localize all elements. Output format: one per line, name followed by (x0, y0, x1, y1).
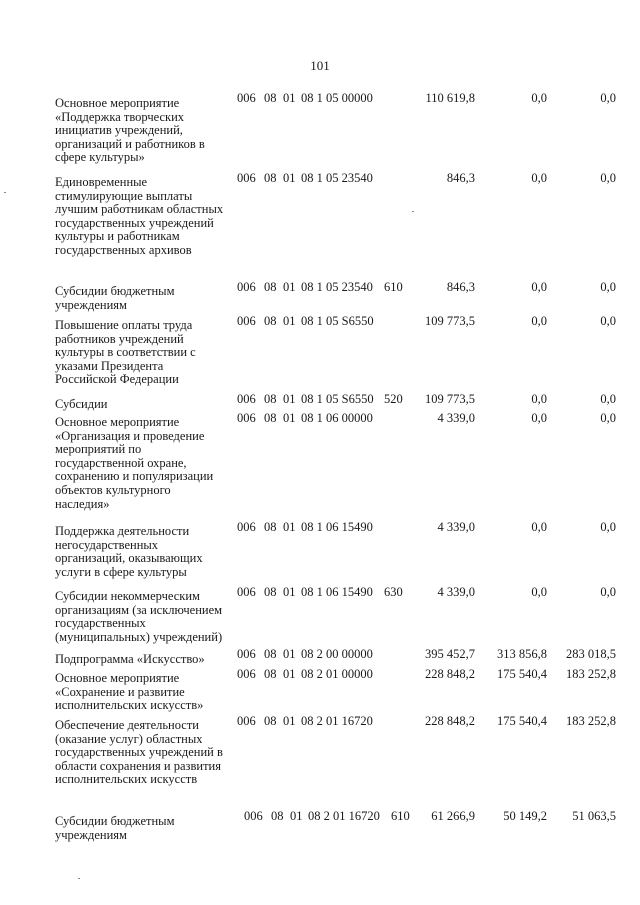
value-year-2: 0,0 (531, 314, 547, 328)
ministry-code: 006 (237, 392, 256, 406)
value-year-3: 0,0 (600, 411, 616, 425)
target-code: 08 1 06 15490 (301, 520, 373, 534)
expense-type-code: 630 (384, 585, 403, 599)
value-year-2: 0,0 (531, 171, 547, 185)
section-code: 08 (264, 392, 277, 406)
value-year-2: 0,0 (531, 520, 547, 534)
target-code: 08 2 00 00000 (301, 647, 373, 661)
value-year-1: 4 339,0 (437, 585, 475, 599)
row-name: Субсидии бюджетным учреждениям (55, 814, 175, 842)
subsection-code: 01 (283, 411, 296, 425)
value-year-1: 846,3 (446, 171, 475, 185)
value-year-1: 4 339,0 (437, 520, 475, 534)
value-year-3: 0,0 (600, 91, 616, 105)
ministry-code: 006 (237, 585, 256, 599)
target-code: 08 1 05 S6550 (301, 314, 374, 328)
value-year-2: 0,0 (531, 585, 547, 599)
value-year-3: 0,0 (600, 392, 616, 406)
row-name: Повышение оплаты труда работников учреждений культуры в соответствии с указами Президента Российской Федерации (55, 318, 196, 387)
target-code: 08 1 06 15490 (301, 585, 373, 599)
section-code: 08 (264, 280, 277, 294)
target-code: 08 2 01 00000 (301, 667, 373, 681)
value-year-3: 0,0 (600, 171, 616, 185)
value-year-1: 110 619,8 (425, 91, 475, 105)
value-year-1: 109 773,5 (425, 392, 475, 406)
subsection-code: 01 (290, 809, 303, 823)
section-code: 08 (264, 520, 277, 534)
section-code: 08 (264, 667, 277, 681)
expense-type-code: 610 (384, 280, 403, 294)
page-number: 101 (310, 58, 330, 73)
scan-speck (4, 192, 6, 193)
value-year-2: 50 149,2 (503, 809, 547, 823)
subsection-code: 01 (283, 585, 296, 599)
row-name: Основное мероприятие «Организация и проведение мероприятий по государственной охране, сохранению и популяризации объектов культурного наследия» (55, 415, 214, 511)
scan-speck (78, 878, 80, 879)
row-name: Основное мероприятие «Поддержка творческих инициатив учреждений, организаций и работников в сфере культуры» (55, 96, 205, 165)
value-year-3: 51 063,5 (572, 809, 616, 823)
target-code: 08 1 05 S6550 (301, 392, 374, 406)
value-year-1: 61 266,9 (431, 809, 475, 823)
section-code: 08 (264, 647, 277, 661)
subsection-code: 01 (283, 314, 296, 328)
ministry-code: 006 (237, 171, 256, 185)
row-name: Основное мероприятие «Сохранение и развитие исполнительских искусств» (55, 671, 204, 713)
section-code: 08 (264, 585, 277, 599)
subsection-code: 01 (283, 280, 296, 294)
ministry-code: 006 (237, 714, 256, 728)
value-year-2: 0,0 (531, 91, 547, 105)
row-name: Поддержка деятельности негосударственных организаций, оказывающих услуги в сфере культуры (55, 524, 203, 579)
value-year-3: 0,0 (600, 280, 616, 294)
value-year-1: 846,3 (446, 280, 475, 294)
target-code: 08 1 06 00000 (301, 411, 373, 425)
section-code: 08 (264, 314, 277, 328)
row-name: Подпрограмма «Искусство» (55, 652, 205, 666)
subsection-code: 01 (283, 714, 296, 728)
value-year-1: 109 773,5 (425, 314, 475, 328)
value-year-3: 0,0 (600, 520, 616, 534)
expense-type-code: 610 (391, 809, 410, 823)
value-year-1: 4 339,0 (437, 411, 475, 425)
value-year-1: 228 848,2 (425, 667, 475, 681)
section-code: 08 (264, 714, 277, 728)
row-name: Субсидии бюджетным учреждениям (55, 284, 175, 312)
target-code: 08 1 05 00000 (301, 91, 373, 105)
target-code: 08 2 01 16720 (308, 809, 380, 823)
ministry-code: 006 (237, 411, 256, 425)
subsection-code: 01 (283, 91, 296, 105)
section-code: 08 (264, 171, 277, 185)
value-year-3: 0,0 (600, 314, 616, 328)
ministry-code: 006 (237, 280, 256, 294)
target-code: 08 1 05 23540 (301, 171, 373, 185)
section-code: 08 (271, 809, 284, 823)
value-year-2: 0,0 (531, 411, 547, 425)
section-code: 08 (264, 411, 277, 425)
row-name: Субсидии (55, 397, 108, 411)
ministry-code: 006 (244, 809, 263, 823)
row-name: Субсидии некоммерческим организациям (за исключением государственных (муниципальных) учреждений) (55, 589, 223, 644)
subsection-code: 01 (283, 171, 296, 185)
subsection-code: 01 (283, 520, 296, 534)
row-name: Обеспечение деятельности (оказание услуг) областных государственных учреждений в области сохранения и развития исполнительских искусств (55, 718, 223, 787)
subsection-code: 01 (283, 667, 296, 681)
target-code: 08 2 01 16720 (301, 714, 373, 728)
subsection-code: 01 (283, 647, 296, 661)
value-year-3: 283 018,5 (566, 647, 616, 661)
value-year-2: 0,0 (531, 392, 547, 406)
value-year-1: 395 452,7 (425, 647, 475, 661)
value-year-2: 175 540,4 (497, 714, 547, 728)
ministry-code: 006 (237, 314, 256, 328)
ministry-code: 006 (237, 520, 256, 534)
value-year-3: 0,0 (600, 585, 616, 599)
value-year-3: 183 252,8 (566, 714, 616, 728)
value-year-2: 0,0 (531, 280, 547, 294)
value-year-2: 175 540,4 (497, 667, 547, 681)
ministry-code: 006 (237, 667, 256, 681)
expense-type-code: 520 (384, 392, 403, 406)
value-year-2: 313 856,8 (497, 647, 547, 661)
value-year-1: 228 848,2 (425, 714, 475, 728)
target-code: 08 1 05 23540 (301, 280, 373, 294)
scan-speck (412, 211, 414, 212)
section-code: 08 (264, 91, 277, 105)
subsection-code: 01 (283, 392, 296, 406)
ministry-code: 006 (237, 647, 256, 661)
row-name: Единовременные стимулирующие выплаты лучшим работникам областных государственных учреждений культуры и работникам государственных архивов (55, 175, 224, 257)
ministry-code: 006 (237, 91, 256, 105)
value-year-3: 183 252,8 (566, 667, 616, 681)
